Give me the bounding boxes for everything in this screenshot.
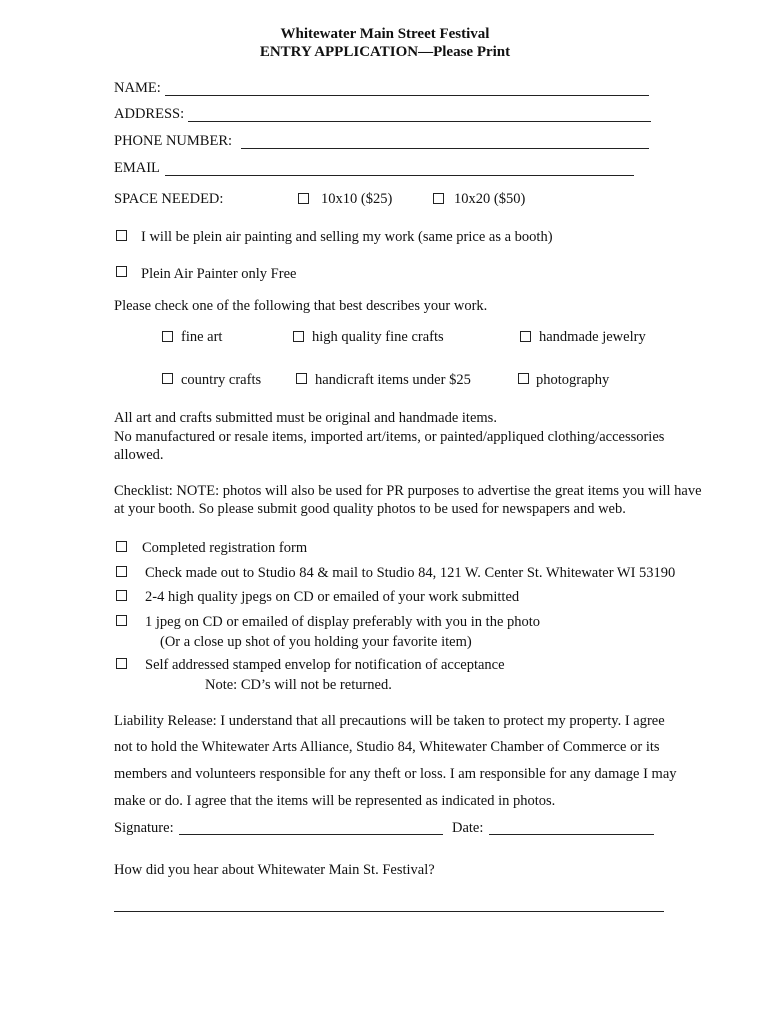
liability-line: make or do. I agree that the items will be represented as indicated in photos.: [114, 793, 556, 809]
liability-line: Liability Release: I understand that all precautions will be taken to protect my property. I agree: [114, 713, 665, 729]
liability-line: members and volunteers responsible for any theft or loss. I am responsible for any damage I may: [114, 766, 677, 782]
checklist-intro: Checklist: NOTE: photos will also be used for PR purposes to advertise the great items you will have at your booth. So please submit good quality photos to be used for newspapers and web.: [114, 483, 702, 517]
checklist-item: 2-4 high quality jpegs on CD or emailed of your work submitted: [145, 589, 520, 605]
space-10x20-checkbox[interactable]: [433, 193, 444, 204]
rules-line-2: No manufactured or resale items, imported art/items, or painted/appliqued clothing/accessories allowed.: [114, 429, 665, 463]
liability-line: not to hold the Whitewater Arts Alliance, Studio 84, Whitewater Chamber of Commerce or its: [114, 739, 660, 755]
plein-air-selling-label: I will be plein air painting and selling my work (same price as a booth): [141, 229, 553, 245]
address-field[interactable]: [188, 121, 651, 122]
checklist-envelope-checkbox[interactable]: [116, 658, 127, 669]
signature-label: Signature:: [114, 820, 174, 836]
space-10x10-label: 10x10 ($25): [321, 191, 393, 207]
date-label: Date:: [452, 820, 484, 836]
referral-answer-field[interactable]: [114, 911, 664, 912]
handicraft-checkbox[interactable]: [296, 373, 307, 384]
handmade-jewelry-checkbox[interactable]: [520, 331, 531, 342]
space-needed-label: SPACE NEEDED:: [114, 191, 224, 207]
category-option-label: fine art: [181, 329, 223, 345]
photography-checkbox[interactable]: [518, 373, 529, 384]
checklist-item-note: (Or a close up shot of you holding your favorite item): [160, 634, 472, 650]
plein-air-only-label: Plein Air Painter only Free: [141, 266, 297, 282]
rules-line-1: All art and crafts submitted must be original and handmade items.: [114, 410, 497, 426]
category-prompt: Please check one of the following that best describes your work.: [114, 298, 488, 314]
phone-field[interactable]: [241, 148, 649, 149]
phone-label: PHONE NUMBER:: [114, 133, 233, 149]
address-label: ADDRESS:: [114, 106, 185, 122]
space-10x10-checkbox[interactable]: [298, 193, 309, 204]
country-crafts-checkbox[interactable]: [162, 373, 173, 384]
category-option-label: high quality fine crafts: [312, 329, 444, 345]
plein-air-only-checkbox[interactable]: [116, 266, 127, 277]
form-subtitle: ENTRY APPLICATION—Please Print: [259, 44, 511, 60]
checklist-item: 1 jpeg on CD or emailed of display preferably with you in the photo: [145, 614, 541, 630]
email-label: EMAIL: [114, 160, 160, 176]
space-10x20-label: 10x20 ($50): [454, 191, 526, 207]
category-option-label: handmade jewelry: [539, 329, 646, 345]
checklist-registration-checkbox[interactable]: [116, 541, 127, 552]
checklist-display-photo-checkbox[interactable]: [116, 615, 127, 626]
email-field[interactable]: [165, 175, 634, 176]
form-title: Whitewater Main Street Festival: [280, 26, 490, 42]
checklist-jpegs-checkbox[interactable]: [116, 590, 127, 601]
category-option-label: country crafts: [181, 372, 262, 388]
fine-crafts-checkbox[interactable]: [293, 331, 304, 342]
category-option-label: photography: [536, 372, 610, 388]
name-label: NAME:: [114, 80, 161, 96]
checklist-check-checkbox[interactable]: [116, 566, 127, 577]
referral-question: How did you hear about Whitewater Main St. Festival?: [114, 862, 435, 878]
checklist-item: Completed registration form: [142, 540, 308, 556]
fine-art-checkbox[interactable]: [162, 331, 173, 342]
checklist-item: Self addressed stamped envelop for notification of acceptance: [145, 657, 505, 673]
category-option-label: handicraft items under $25: [315, 372, 471, 388]
name-field[interactable]: [165, 95, 649, 96]
plein-air-selling-checkbox[interactable]: [116, 230, 127, 241]
signature-field[interactable]: [179, 834, 443, 835]
checklist-item: Check made out to Studio 84 & mail to Studio 84, 121 W. Center St. Whitewater WI 53190: [145, 565, 676, 581]
cd-note: Note: CD’s will not be returned.: [205, 677, 392, 693]
date-field[interactable]: [489, 834, 654, 835]
